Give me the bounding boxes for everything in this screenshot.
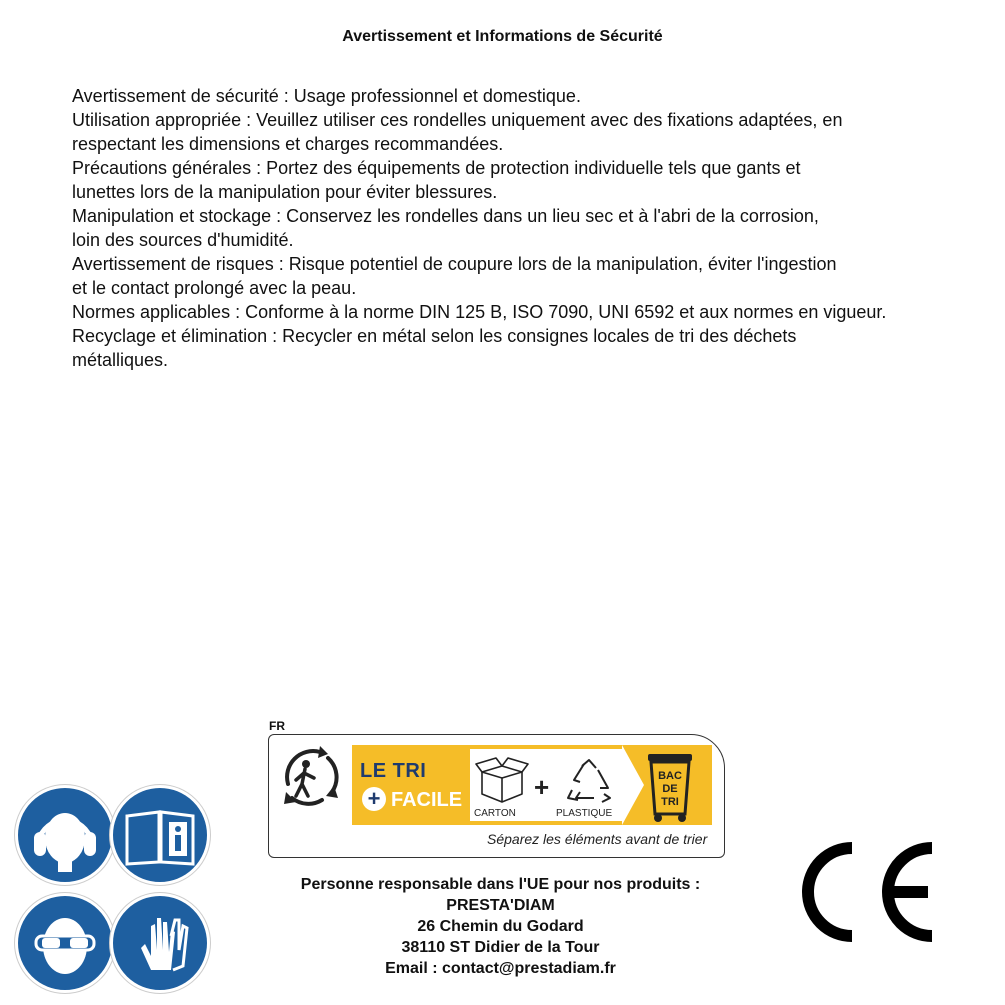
text-line: métalliques. xyxy=(72,350,169,370)
address-line: 38110 ST Didier de la Tour xyxy=(401,939,600,956)
plus-sign: + xyxy=(534,772,550,802)
plastic-recycle-icon xyxy=(564,758,614,804)
address-line: 26 Chemin du Godard xyxy=(417,918,584,935)
facile-label: FACILE xyxy=(391,789,463,811)
tri-footer-text: Séparez les éléments avant de trier xyxy=(487,831,708,847)
safety-text xyxy=(72,84,992,372)
ce-mark-icon xyxy=(796,840,942,944)
text-line: Avertissement de risques : Risque potentiel de coupure lors de la manipulation, éviter l'ingestion xyxy=(72,254,837,274)
text-line: Avertissement de sécurité : Usage professionnel et domestique. xyxy=(72,86,581,106)
read-manual-icon xyxy=(110,785,210,885)
country-label: FR xyxy=(269,719,285,733)
text-line: Normes applicables : Conforme à la norme DIN 125 B, ISO 7090, UNI 6592 et aux normes en vigueur. xyxy=(72,302,887,322)
carton-box-icon xyxy=(474,756,530,804)
plastique-label: PLASTIQUE xyxy=(556,808,613,819)
page-title: Avertissement et Informations de Sécurité xyxy=(342,28,663,45)
text-line: Recyclage et élimination : Recycler en métal selon les consignes locales de tri des déchets xyxy=(72,326,797,346)
plus-circle-icon: + xyxy=(362,787,386,811)
company-name: PRESTA'DIAM xyxy=(446,897,555,914)
carton-label: CARTON xyxy=(474,808,516,819)
text-line: Manipulation et stockage : Conservez les rondelles dans un lieu sec et à l'abri de la corrosion, xyxy=(72,206,819,226)
text-line: et le contact prolongé avec la peau. xyxy=(72,278,357,298)
tri-arrow-shape xyxy=(622,745,644,825)
ear-protection-icon xyxy=(15,785,115,885)
bac-line: DE xyxy=(662,783,678,795)
email-line: Email : contact@prestadiam.fr xyxy=(385,960,616,977)
responsible-line: Personne responsable dans l'UE pour nos produits : xyxy=(300,876,701,893)
text-line: loin des sources d'humidité. xyxy=(72,230,294,250)
eye-protection-icon xyxy=(15,893,115,993)
bac-line: TRI xyxy=(661,796,679,808)
triman-icon xyxy=(276,744,346,810)
gloves-icon xyxy=(110,893,210,993)
text-line: Utilisation appropriée : Veuillez utiliser ces rondelles uniquement avec des fixations adaptées, en xyxy=(72,110,843,130)
recycling-bin-icon xyxy=(644,750,696,824)
text-line: respectant les dimensions et charges recommandées. xyxy=(72,134,504,154)
text-line: Précautions générales : Portez des équipements de protection individuelle tels que gants et xyxy=(72,158,801,178)
bac-line: BAC xyxy=(658,770,682,782)
le-tri-label: LE TRI xyxy=(360,760,427,782)
text-line: lunettes lors de la manipulation pour éviter blessures. xyxy=(72,182,498,202)
